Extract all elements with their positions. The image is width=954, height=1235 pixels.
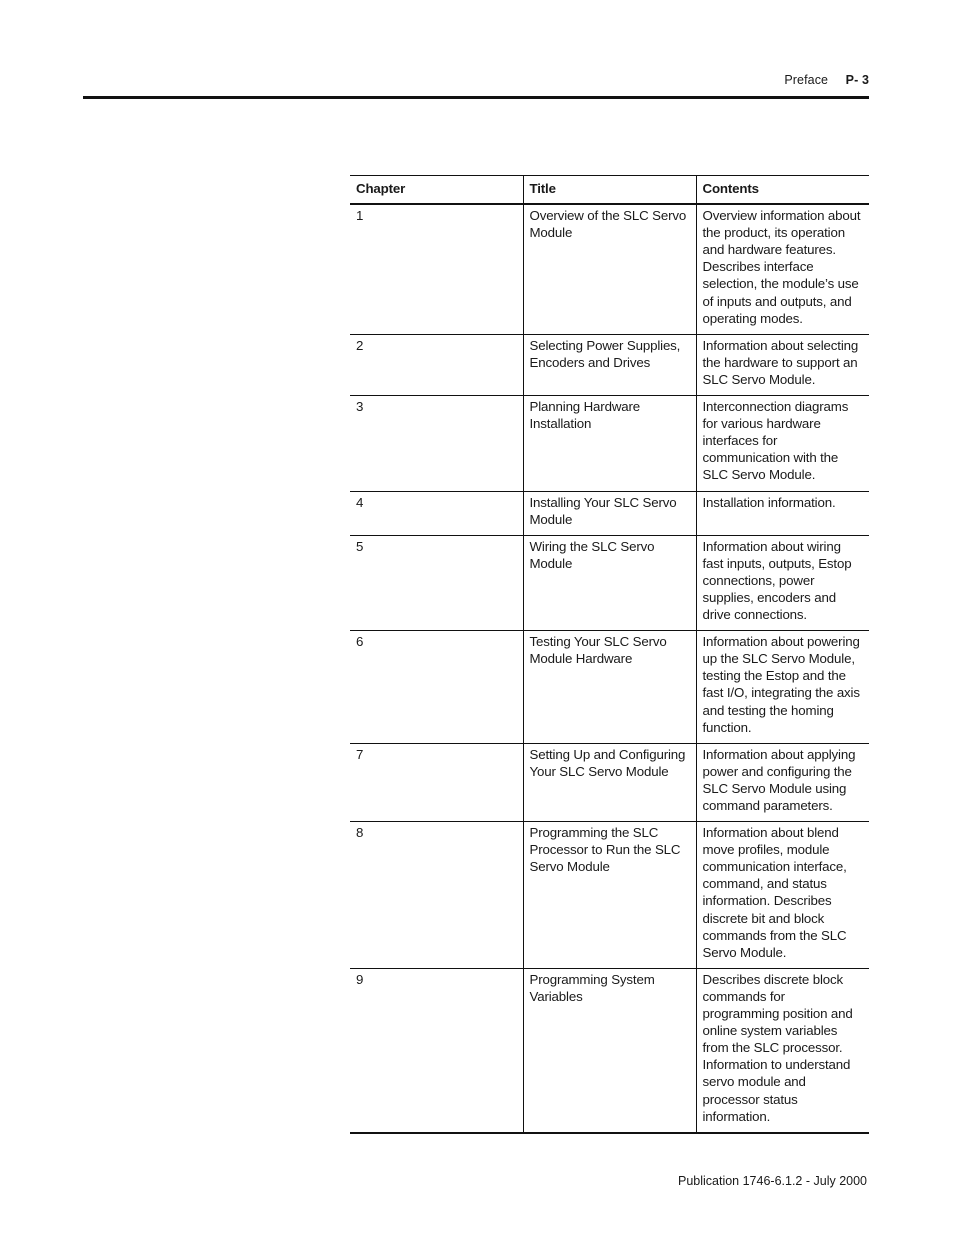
chapter-number: 5	[350, 535, 523, 630]
table-row	[350, 968, 869, 1132]
chapter-contents: Information about powering up the SLC Servo Module, testing the Estop and the fast I/O, integrating the axis and testing the homing function.	[696, 631, 869, 744]
chapter-title: Wiring the SLC Servo Module	[523, 535, 696, 630]
table-row	[350, 743, 869, 821]
chapter-title: Planning Hardware Installation	[523, 396, 696, 491]
table-row	[350, 396, 869, 491]
chapter-contents: Overview information about the product, its operation and hardware features. Describes interface selection, the module’s use of inputs and outputs, and operating modes.	[696, 204, 869, 334]
chapter-title: Programming System Variables	[523, 968, 696, 1132]
chapter-contents: Interconnection diagrams for various hardware interfaces for communication with the SLC Servo Module.	[696, 396, 869, 491]
table-row	[350, 491, 869, 535]
table-row	[350, 631, 869, 744]
page-header	[784, 73, 869, 87]
header-rule	[83, 96, 869, 99]
chapter-number: 3	[350, 396, 523, 491]
column-header-title: Title	[523, 176, 696, 205]
chapter-number: 2	[350, 334, 523, 395]
chapter-contents: Information about blend move profiles, module communication interface, command, and status information. Describes discrete bit and block commands from the SLC Servo Module.	[696, 822, 869, 969]
chapter-contents: Installation information.	[696, 491, 869, 535]
section-title: Preface	[784, 73, 829, 87]
chapter-title: Overview of the SLC Servo Module	[523, 204, 696, 334]
chapter-number: 6	[350, 631, 523, 744]
chapter-number: 4	[350, 491, 523, 535]
chapter-contents: Describes discrete block commands for programming position and online system variables from the SLC processor. Information to understand servo module and processor status information.	[696, 968, 869, 1132]
chapter-contents: Information about selecting the hardware to support an SLC Servo Module.	[696, 334, 869, 395]
table-header-row	[350, 176, 869, 205]
column-header-contents: Contents	[696, 176, 869, 205]
table-row	[350, 535, 869, 630]
table-row	[350, 204, 869, 334]
table-row	[350, 822, 869, 969]
chapter-number: 7	[350, 743, 523, 821]
chapter-number: 9	[350, 968, 523, 1132]
publication-footer: Publication 1746-6.1.2 - July 2000	[677, 1174, 867, 1188]
chapter-title: Programming the SLC Processor to Run the SLC Servo Module	[523, 822, 696, 969]
chapter-table	[350, 175, 869, 1134]
chapter-title: Selecting Power Supplies, Encoders and Drives	[523, 334, 696, 395]
chapter-contents: Information about wiring fast inputs, outputs, Estop connections, power supplies, encoders and drive connections.	[696, 535, 869, 630]
chapter-title: Installing Your SLC Servo Module	[523, 491, 696, 535]
table-row	[350, 334, 869, 395]
column-header-chapter: Chapter	[350, 176, 523, 205]
chapter-contents: Information about applying power and configuring the SLC Servo Module using command parameters.	[696, 743, 869, 821]
page-number: P- 3	[845, 73, 869, 87]
chapter-title: Testing Your SLC Servo Module Hardware	[523, 631, 696, 744]
chapter-title: Setting Up and Configuring Your SLC Servo Module	[523, 743, 696, 821]
chapter-number: 1	[350, 204, 523, 334]
chapter-number: 8	[350, 822, 523, 969]
